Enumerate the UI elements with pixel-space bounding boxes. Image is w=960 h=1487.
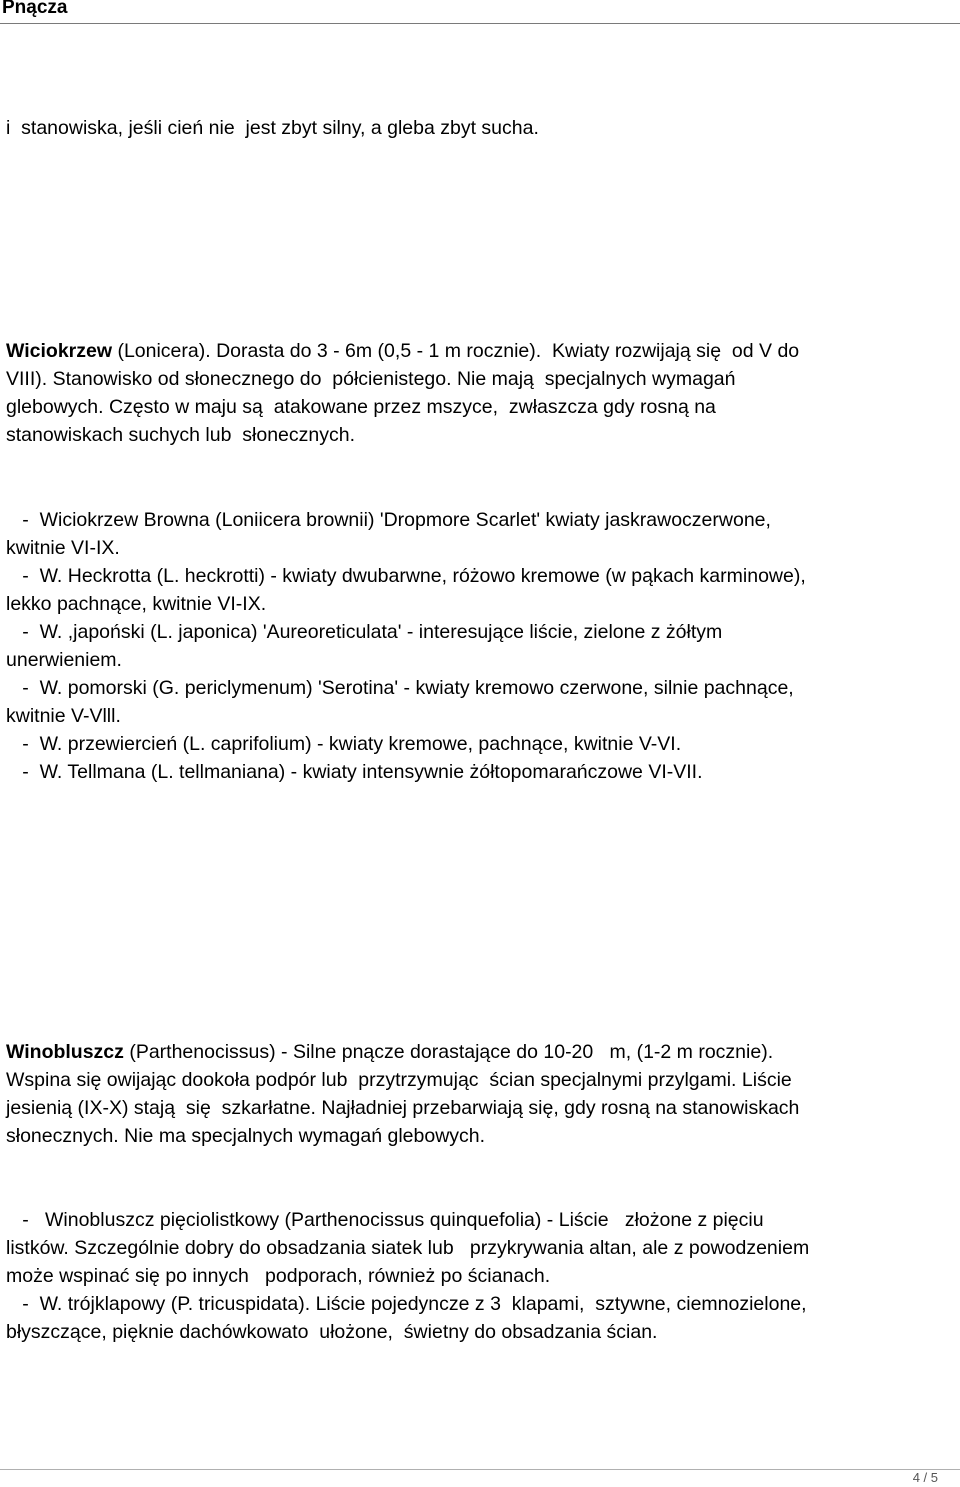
page-number: 4 / 5 bbox=[912, 1470, 938, 1485]
wiciokrzew-paragraph-line: glebowych. Często w maju są atakowane przez mszyce, zwłaszcza gdy rosną na bbox=[6, 396, 716, 418]
list-item: listków. Szczególnie dobry do obsadzania siatek lub przykrywania altan, ale z powodzeniem bbox=[6, 1237, 810, 1259]
list-item: - W. trójklapowy (P. tricuspidata). Liście pojedyncze z 3 klapami, sztywne, ciemnozielone, bbox=[6, 1293, 807, 1315]
list-item: - W. Tellmana (L. tellmaniana) - kwiaty intensywnie żółtopomarańczowe VI-VII. bbox=[6, 761, 703, 783]
intro-text: i stanowiska, jeśli cień nie jest zbyt silny, a gleba zbyt sucha. bbox=[6, 117, 539, 139]
wiciokrzew-paragraph-line: stanowiskach suchych lub słonecznych. bbox=[6, 424, 356, 446]
wiciokrzew-paragraph-line: VIII). Stanowisko od słonecznego do półcienistego. Nie mają specjalnych wymagań bbox=[6, 368, 736, 390]
footer-divider bbox=[0, 1469, 960, 1470]
list-item: może wspinać się po innych podporach, również po ścianach. bbox=[6, 1265, 551, 1287]
winobluszcz-paragraph-line: jesienią (IX-X) stają się szkarłatne. Najładniej przebarwiają się, gdy rosną na stanowiskach bbox=[6, 1097, 800, 1119]
list-item: unerwieniem. bbox=[6, 649, 122, 671]
list-item: - W. pomorski (G. periclymenum) 'Serotina' - kwiaty kremowo czerwone, silnie pachnące, bbox=[6, 677, 794, 699]
list-item: - Winobluszcz pięciolistkowy (Parthenocissus quinquefolia) - Liście złożone z pięciu bbox=[6, 1209, 764, 1231]
list-item: - W. przewiercień (L. caprifolium) - kwiaty kremowe, pachnące, kwitnie V-VI. bbox=[6, 733, 682, 755]
list-item: kwitnie V-Vlll. bbox=[6, 705, 121, 727]
list-item: błyszczące, pięknie dachówkowato ułożone, świetny do obsadzania ścian. bbox=[6, 1321, 658, 1343]
list-item: - Wiciokrzew Browna (Loniicera brownii) 'Dropmore Scarlet' kwiaty jaskrawoczerwone, bbox=[6, 509, 771, 531]
winobluszcz-paragraph-line: słonecznych. Nie ma specjalnych wymagań glebowych. bbox=[6, 1125, 486, 1147]
winobluszcz-heading: Winobluszcz bbox=[6, 1041, 124, 1063]
header-divider bbox=[0, 23, 960, 24]
page-title: Pnącza bbox=[2, 0, 68, 18]
list-item: kwitnie VI-IX. bbox=[6, 537, 120, 559]
list-item: lekko pachnące, kwitnie VI-IX. bbox=[6, 593, 267, 615]
wiciokrzew-heading: Wiciokrzew bbox=[6, 340, 113, 362]
list-item: - W. Heckrotta (L. heckrotti) - kwiaty dwubarwne, różowo kremowe (w pąkach karminowe), bbox=[6, 565, 806, 587]
wiciokrzew-paragraph-line: Wiciokrzew (Lonicera). Dorasta do 3 - 6m (0,5 - 1 m rocznie). Kwiaty rozwijają się od V do bbox=[6, 340, 800, 362]
page-header bbox=[0, 0, 960, 22]
winobluszcz-paragraph-line: Wspina się owijając dookoła podpór lub przytrzymując ścian specjalnymi przylgami. Liście bbox=[6, 1069, 792, 1091]
list-item: - W. ,japoński (L. japonica) 'Aureoreticulata' - interesujące liście, zielone z żółtym bbox=[6, 621, 723, 643]
winobluszcz-paragraph-line: Winobluszcz (Parthenocissus) - Silne pnącze dorastające do 10-20 m, (1-2 m rocznie). bbox=[6, 1041, 774, 1063]
